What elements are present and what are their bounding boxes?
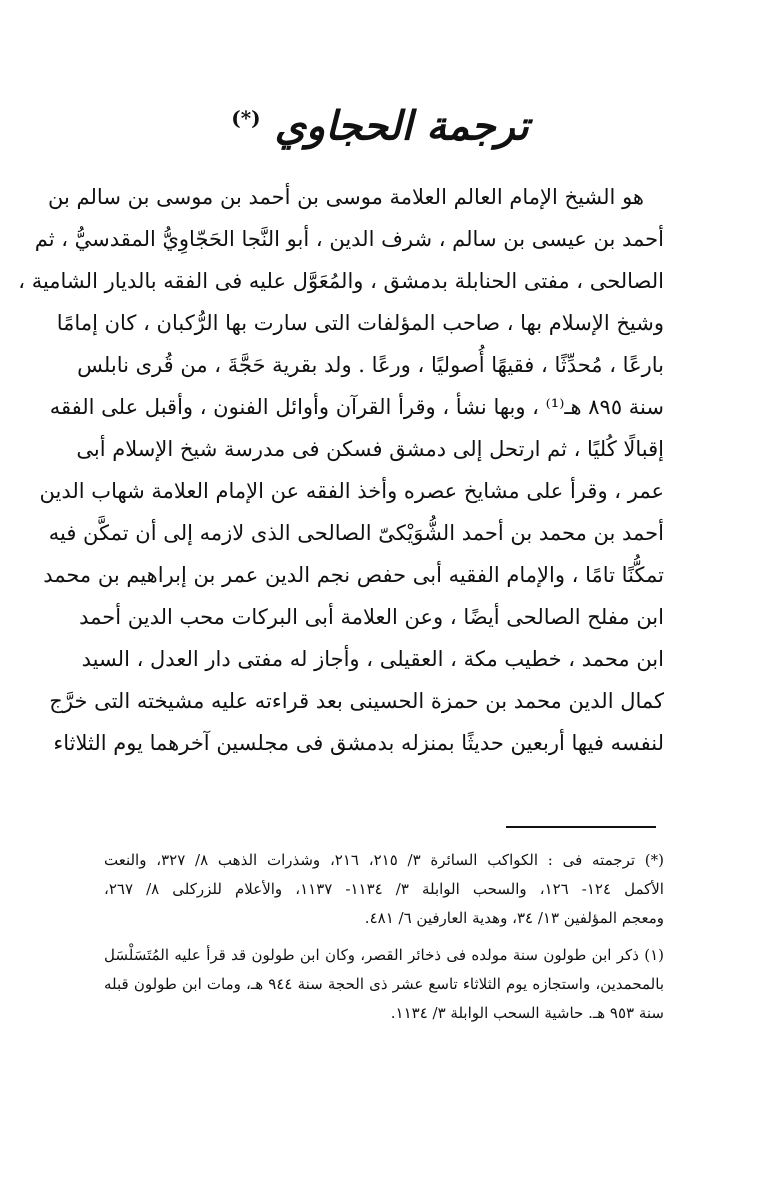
footnote-line: ومعجم المؤلفين ١٣/ ٣٤، وهدية العارفين ٦/ ٤٨١. bbox=[364, 909, 664, 927]
body-line: هو الشيخ الإمام العالم العلامة موسى بن أحمد بن موسى بن سالم بن bbox=[48, 185, 644, 209]
body-line: تمكُّنًا تامًا ، والإمام الفقيه أبى حفص نجم الدين عمر بن إبراهيم بن محمد bbox=[43, 563, 664, 587]
chapter-title-text: ترجمة الحجاوي bbox=[274, 102, 529, 150]
body-line: إقبالًا كُليًا ، ثم ارتحل إلى دمشق فسكن فى مدرسة شيخ الإسلام أبى bbox=[76, 437, 664, 461]
body-line: ابن مفلح الصالحى أيضًا ، وعن العلامة أبى البركات محب الدين أحمد bbox=[79, 605, 664, 629]
footnote-line: سنة ٩٥٣ هـ. حاشية السحب الوابلة ٣/ ١١٣٤. bbox=[390, 1004, 664, 1022]
footnote-1 bbox=[104, 941, 664, 1028]
chapter-title bbox=[0, 88, 760, 156]
title-footnote-marker: (*) bbox=[231, 106, 261, 130]
body-line: كمال الدين محمد بن حمزة الحسينى بعد قراءته عليه مشيخته التى خرَّج bbox=[49, 689, 664, 713]
biography-body bbox=[18, 176, 664, 764]
footnote-line: بالمحمدين، واستجازه يوم الثلاثاء تاسع عشر ذى الحجة سنة ٩٤٤ هـ، ومات ابن طولون قبله bbox=[104, 975, 664, 993]
body-line: عمر ، وقرأ على مشايخ عصره وأخذ الفقه عن الإمام العلامة شهاب الدين bbox=[39, 479, 664, 503]
footnote-line: (*) ترجمته فى : الكواكب السائرة ٣/ ٢١٥، ٢١٦، وشذرات الذهب ٨/ ٣٢٧، والنعت bbox=[104, 851, 664, 869]
body-line: بارعًا ، مُحدِّثًا ، فقيهًا أُصوليًا ، ورعًا . ولد بقرية حَجَّةَ ، من قُرى نابلس bbox=[77, 353, 664, 377]
body-line: وشيخ الإسلام بها ، صاحب المؤلفات التى سارت بها الرُّكبان ، كان إمامًا bbox=[56, 311, 664, 335]
footnote-line: الأكمل ١٢٤- ١٢٦، والسحب الوابلة ٣/ ١١٣٤- ١١٣٧، والأعلام للزركلى ٨/ ٢٦٧، bbox=[104, 880, 664, 898]
body-line: الصالحى ، مفتى الحنابلة بدمشق ، والمُعَوَّل عليه فى الفقه بالديار الشامية ، bbox=[18, 269, 664, 293]
body-line: أحمد بن محمد بن أحمد الشُّوَيْكىّ الصالحى الذى لازمه إلى أن تمكَّن فيه bbox=[48, 521, 664, 545]
body-line: لنفسه فيها أربعين حديثًا بمنزله بدمشق فى مجلسين آخرهما يوم الثلاثاء bbox=[53, 731, 664, 755]
footnote-separator bbox=[506, 826, 656, 828]
footnotes bbox=[104, 846, 664, 1036]
body-line: ابن محمد ، خطيب مكة ، العقيلى ، وأجاز له مفتى دار العدل ، السيد bbox=[81, 647, 664, 671]
footnote-line: (١) ذكر ابن طولون سنة مولده فى ذخائر القصر، وكان ابن طولون قد قرأ عليه المُتَسَلْسَل bbox=[104, 946, 664, 964]
body-line: سنة ٨٩٥ هـ⁽¹⁾ ، وبها نشأ ، وقرأ القرآن وأوائل الفنون ، وأقبل على الفقه bbox=[49, 395, 664, 419]
footnote-sources bbox=[104, 846, 664, 933]
body-line: أحمد بن عيسى بن سالم ، شرف الدين ، أبو النَّجا الحَجّاوِيُّ المقدسيُّ ، ثم bbox=[34, 227, 664, 251]
